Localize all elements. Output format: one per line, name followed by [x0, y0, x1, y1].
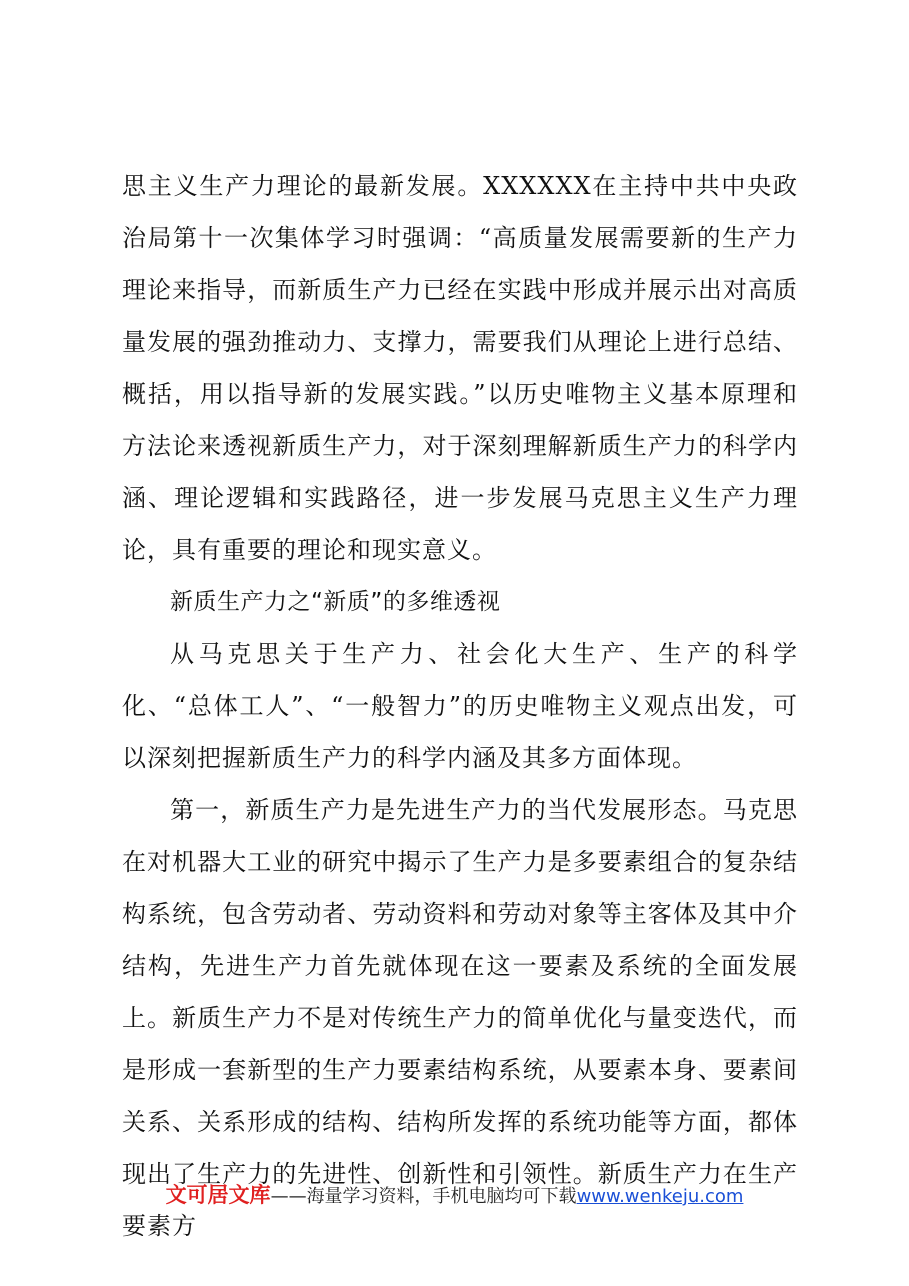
- footer-website-link[interactable]: www.wenkeju.com: [576, 1186, 744, 1207]
- footer-slogan: ——海量学习资料，手机电脑均可下载: [270, 1186, 577, 1207]
- footer-brand: 文可居文库: [165, 1183, 271, 1207]
- body-paragraph-2: 从马克思关于生产力、社会化大生产、生产的科学化、“总体工人”、“一般智力”的历史唯物主义观点出发，可以深刻把握新质生产力的科学内涵及其多方面体现。: [122, 640, 798, 772]
- page-footer: [0, 1180, 909, 1212]
- body-paragraph-3: 第一，新质生产力是先进生产力的当代发展形态。马克思在对机器大工业的研究中揭示了生产力是多要素组合的复杂结构系统，包含劳动者、劳动资料和劳动对象等主客体及其中介结构，先进生产力首先就体现在这一要素及系统的全面发展上。新质生产力不是对传统生产力的简单优化与量变迭代，而是形成一套新型的生产力要素结构系统，从要素本身、要素间关系、关系形成的结构、结构所发挥的系统功能等方面，都体现出了生产力的先进性、创新性和引领性。新质生产力在生产要素方: [122, 796, 798, 1240]
- document-body: [122, 160, 798, 1252]
- section-heading: 新质生产力之“新质”的多维透视: [170, 589, 501, 615]
- body-paragraph-1: 思主义生产力理论的最新发展。XXXXXX在主持中共中央政治局第十一次集体学习时强调：“高质量发展需要新的生产力理论来指导，而新质生产力已经在实践中形成并展示出对高质量发展的强劲推动力、支撑力，需要我们从理论上进行总结、概括，用以指导新的发展实践。”以历史唯物主义基本原理和方法论来透视新质生产力，对于深刻理解新质生产力的科学内涵、理论逻辑和实践路径，进一步发展马克思主义生产力理论，具有重要的理论和现实意义。: [122, 172, 798, 564]
